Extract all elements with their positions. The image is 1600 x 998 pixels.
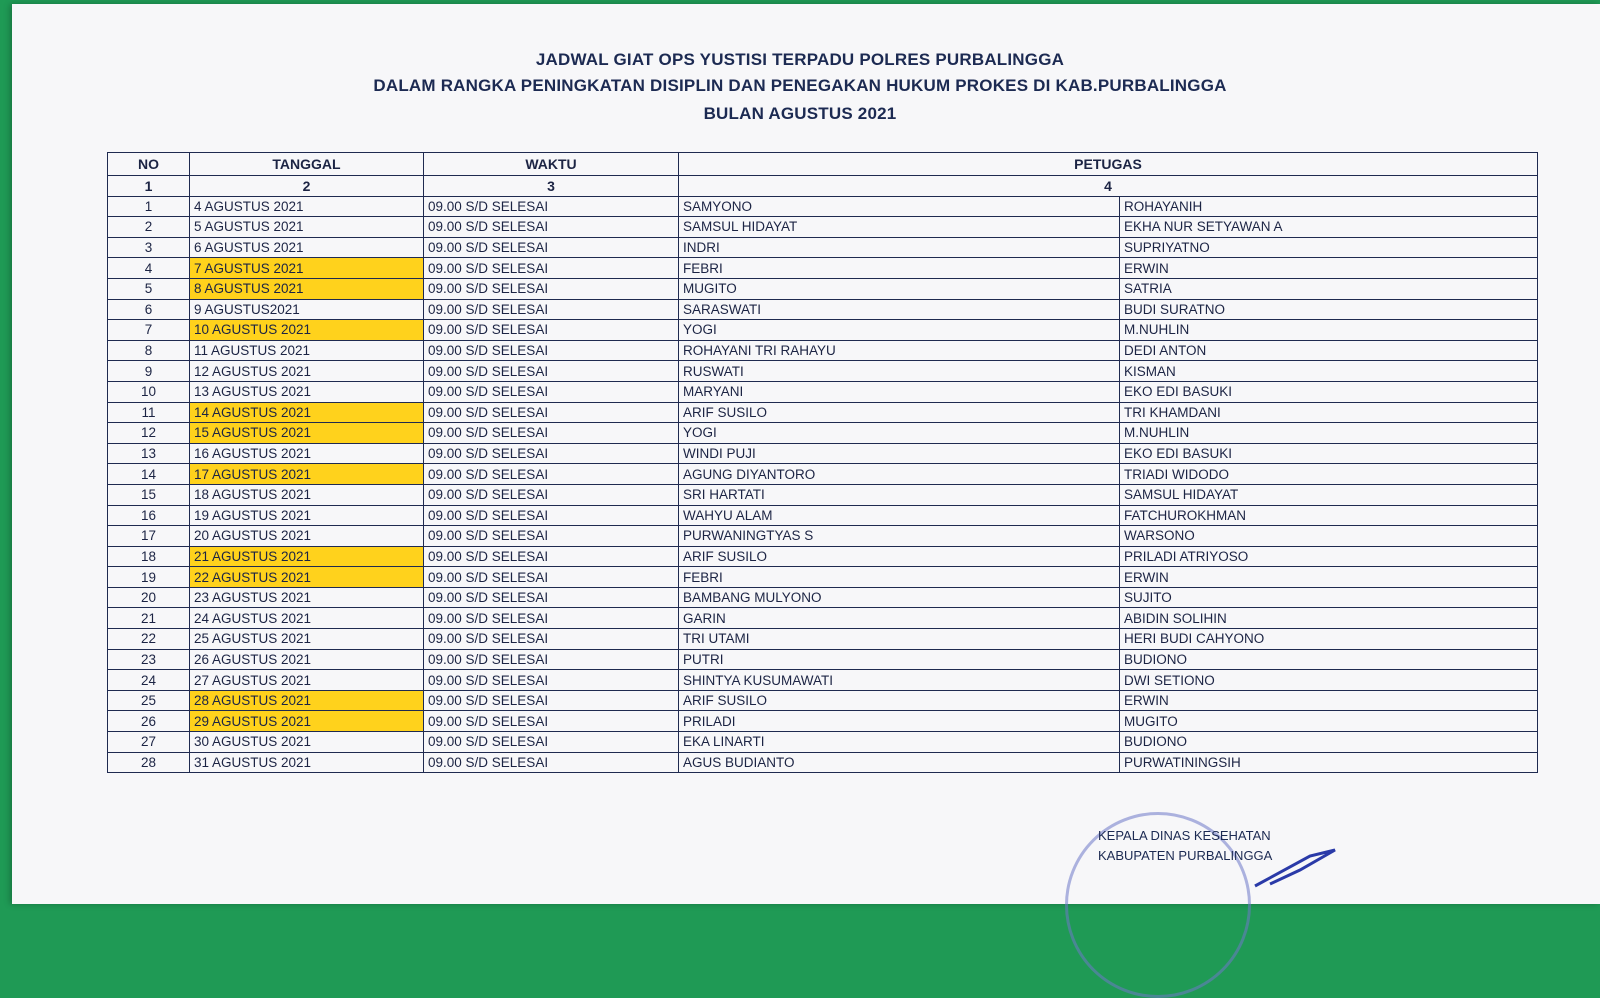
row-date: 24 AGUSTUS 2021 (190, 608, 424, 629)
row-officer-1: FEBRI (679, 567, 1120, 588)
table-row (108, 361, 1538, 382)
row-officer-1: YOGI (679, 320, 1120, 341)
row-date: 10 AGUSTUS 2021 (190, 320, 424, 341)
row-officer-2: EKHA NUR SETYAWAN A (1120, 217, 1538, 238)
row-time: 09.00 S/D SELESAI (424, 546, 679, 567)
column-number-1: 1 (108, 176, 190, 197)
row-time: 09.00 S/D SELESAI (424, 484, 679, 505)
row-date: 16 AGUSTUS 2021 (190, 443, 424, 464)
row-number: 22 (108, 629, 190, 650)
table-row (108, 320, 1538, 341)
row-number: 15 (108, 484, 190, 505)
table-row (108, 443, 1538, 464)
row-number: 7 (108, 320, 190, 341)
table-row (108, 381, 1538, 402)
column-header-tanggal: TANGGAL (190, 153, 424, 176)
row-number: 19 (108, 567, 190, 588)
row-number: 12 (108, 423, 190, 444)
row-number: 25 (108, 690, 190, 711)
column-header-petugas: PETUGAS (679, 153, 1538, 176)
row-number: 24 (108, 670, 190, 691)
row-number: 16 (108, 505, 190, 526)
table-header-row (108, 153, 1538, 176)
row-time: 09.00 S/D SELESAI (424, 649, 679, 670)
row-officer-2: ABIDIN SOLIHIN (1120, 608, 1538, 629)
row-time: 09.00 S/D SELESAI (424, 752, 679, 773)
row-time: 09.00 S/D SELESAI (424, 258, 679, 279)
row-number: 14 (108, 464, 190, 485)
row-number: 17 (108, 526, 190, 547)
row-number: 2 (108, 217, 190, 238)
table-row (108, 690, 1538, 711)
document-period: BULAN AGUSTUS 2021 (703, 104, 897, 123)
table-row (108, 464, 1538, 485)
table-row (108, 732, 1538, 753)
table-row (108, 629, 1538, 650)
column-header-no: NO (108, 153, 190, 176)
row-officer-2: SATRIA (1120, 278, 1538, 299)
row-time: 09.00 S/D SELESAI (424, 320, 679, 341)
schedule-table (107, 152, 1538, 773)
signatory-office: KABUPATEN PURBALINGGA (1098, 848, 1273, 863)
row-officer-1: AGUS BUDIANTO (679, 752, 1120, 773)
row-officer-2: M.NUHLIN (1120, 320, 1538, 341)
row-officer-1: WINDI PUJI (679, 443, 1120, 464)
signatory-title: KEPALA DINAS KESEHATAN (1098, 828, 1271, 843)
table-row (108, 546, 1538, 567)
row-number: 3 (108, 237, 190, 258)
table-row (108, 237, 1538, 258)
row-officer-1: SARASWATI (679, 299, 1120, 320)
row-date: 5 AGUSTUS 2021 (190, 217, 424, 238)
row-number: 1 (108, 196, 190, 217)
row-number: 13 (108, 443, 190, 464)
row-officer-1: FEBRI (679, 258, 1120, 279)
row-officer-1: TRI UTAMI (679, 629, 1120, 650)
row-time: 09.00 S/D SELESAI (424, 690, 679, 711)
row-time: 09.00 S/D SELESAI (424, 381, 679, 402)
row-number: 21 (108, 608, 190, 629)
row-date: 7 AGUSTUS 2021 (190, 258, 424, 279)
table-row (108, 217, 1538, 238)
row-date: 31 AGUSTUS 2021 (190, 752, 424, 773)
table-row (108, 649, 1538, 670)
row-officer-2: WARSONO (1120, 526, 1538, 547)
table-row (108, 587, 1538, 608)
row-time: 09.00 S/D SELESAI (424, 443, 679, 464)
row-officer-2: DWI SETIONO (1120, 670, 1538, 691)
table-row (108, 711, 1538, 732)
row-officer-2: SAMSUL HIDAYAT (1120, 484, 1538, 505)
row-number: 26 (108, 711, 190, 732)
document-title: JADWAL GIAT OPS YUSTISI TERPADU POLRES PURBALINGGA (535, 50, 1065, 69)
row-officer-1: MUGITO (679, 278, 1120, 299)
row-officer-2: SUPRIYATNO (1120, 237, 1538, 258)
row-officer-1: ARIF SUSILO (679, 402, 1120, 423)
document-subtitle: DALAM RANGKA PENINGKATAN DISIPLIN DAN PENEGAKAN HUKUM PROKES DI KAB.PURBALINGGA (373, 76, 1227, 95)
row-officer-2: KISMAN (1120, 361, 1538, 382)
row-officer-2: EKO EDI BASUKI (1120, 443, 1538, 464)
row-officer-1: ROHAYANI TRI RAHAYU (679, 340, 1120, 361)
row-officer-1: RUSWATI (679, 361, 1120, 382)
row-officer-2: TRIADI WIDODO (1120, 464, 1538, 485)
table-row (108, 278, 1538, 299)
row-officer-2: M.NUHLIN (1120, 423, 1538, 444)
row-time: 09.00 S/D SELESAI (424, 670, 679, 691)
table-row (108, 340, 1538, 361)
row-number: 10 (108, 381, 190, 402)
row-date: 13 AGUSTUS 2021 (190, 381, 424, 402)
row-date: 29 AGUSTUS 2021 (190, 711, 424, 732)
row-time: 09.00 S/D SELESAI (424, 196, 679, 217)
row-time: 09.00 S/D SELESAI (424, 526, 679, 547)
row-date: 11 AGUSTUS 2021 (190, 340, 424, 361)
table-row (108, 196, 1538, 217)
row-officer-1: BAMBANG MULYONO (679, 587, 1120, 608)
row-date: 25 AGUSTUS 2021 (190, 629, 424, 650)
row-officer-2: ERWIN (1120, 567, 1538, 588)
row-time: 09.00 S/D SELESAI (424, 217, 679, 238)
table-row (108, 402, 1538, 423)
table-row (108, 299, 1538, 320)
row-officer-1: SAMYONO (679, 196, 1120, 217)
row-officer-2: BUDIONO (1120, 732, 1538, 753)
row-number: 11 (108, 402, 190, 423)
row-officer-1: SAMSUL HIDAYAT (679, 217, 1120, 238)
table-row (108, 670, 1538, 691)
row-time: 09.00 S/D SELESAI (424, 361, 679, 382)
row-time: 09.00 S/D SELESAI (424, 732, 679, 753)
row-date: 27 AGUSTUS 2021 (190, 670, 424, 691)
row-officer-1: PURWANINGTYAS S (679, 526, 1120, 547)
table-row (108, 423, 1538, 444)
row-date: 22 AGUSTUS 2021 (190, 567, 424, 588)
table-row (108, 608, 1538, 629)
row-date: 8 AGUSTUS 2021 (190, 278, 424, 299)
row-date: 12 AGUSTUS 2021 (190, 361, 424, 382)
table-row (108, 484, 1538, 505)
row-time: 09.00 S/D SELESAI (424, 423, 679, 444)
column-number-4: 4 (679, 176, 1538, 197)
row-officer-2: MUGITO (1120, 711, 1538, 732)
row-time: 09.00 S/D SELESAI (424, 505, 679, 526)
row-date: 6 AGUSTUS 2021 (190, 237, 424, 258)
row-officer-2: SUJITO (1120, 587, 1538, 608)
row-date: 20 AGUSTUS 2021 (190, 526, 424, 547)
row-date: 23 AGUSTUS 2021 (190, 587, 424, 608)
row-date: 17 AGUSTUS 2021 (190, 464, 424, 485)
row-date: 28 AGUSTUS 2021 (190, 690, 424, 711)
column-header-waktu: WAKTU (424, 153, 679, 176)
row-time: 09.00 S/D SELESAI (424, 567, 679, 588)
table-row (108, 567, 1538, 588)
row-officer-2: FATCHUROKHMAN (1120, 505, 1538, 526)
row-officer-1: ARIF SUSILO (679, 690, 1120, 711)
row-number: 8 (108, 340, 190, 361)
row-officer-2: HERI BUDI CAHYONO (1120, 629, 1538, 650)
row-officer-1: INDRI (679, 237, 1120, 258)
row-officer-1: YOGI (679, 423, 1120, 444)
row-number: 6 (108, 299, 190, 320)
row-officer-1: SRI HARTATI (679, 484, 1120, 505)
column-number-3: 3 (424, 176, 679, 197)
row-number: 28 (108, 752, 190, 773)
row-date: 18 AGUSTUS 2021 (190, 484, 424, 505)
row-time: 09.00 S/D SELESAI (424, 237, 679, 258)
table-row (108, 752, 1538, 773)
row-officer-2: BUDIONO (1120, 649, 1538, 670)
row-officer-2: EKO EDI BASUKI (1120, 381, 1538, 402)
table-row (108, 505, 1538, 526)
row-date: 4 AGUSTUS 2021 (190, 196, 424, 217)
row-time: 09.00 S/D SELESAI (424, 464, 679, 485)
row-officer-1: PRILADI (679, 711, 1120, 732)
row-officer-1: SHINTYA KUSUMAWATI (679, 670, 1120, 691)
table-body (108, 196, 1538, 773)
column-number-2: 2 (190, 176, 424, 197)
row-officer-1: PUTRI (679, 649, 1120, 670)
row-number: 5 (108, 278, 190, 299)
row-officer-1: EKA LINARTI (679, 732, 1120, 753)
row-time: 09.00 S/D SELESAI (424, 629, 679, 650)
row-number: 4 (108, 258, 190, 279)
row-date: 26 AGUSTUS 2021 (190, 649, 424, 670)
row-officer-1: GARIN (679, 608, 1120, 629)
signature-mark (1250, 848, 1340, 888)
row-officer-2: BUDI SURATNO (1120, 299, 1538, 320)
row-officer-2: TRI KHAMDANI (1120, 402, 1538, 423)
row-date: 9 AGUSTUS2021 (190, 299, 424, 320)
row-officer-2: ERWIN (1120, 258, 1538, 279)
row-officer-2: PRILADI ATRIYOSO (1120, 546, 1538, 567)
row-officer-1: ARIF SUSILO (679, 546, 1120, 567)
row-number: 9 (108, 361, 190, 382)
row-time: 09.00 S/D SELESAI (424, 299, 679, 320)
row-number: 18 (108, 546, 190, 567)
row-officer-2: DEDI ANTON (1120, 340, 1538, 361)
row-officer-1: AGUNG DIYANTORO (679, 464, 1120, 485)
table-row (108, 258, 1538, 279)
row-number: 23 (108, 649, 190, 670)
row-date: 19 AGUSTUS 2021 (190, 505, 424, 526)
row-officer-2: PURWATININGSIH (1120, 752, 1538, 773)
row-officer-1: MARYANI (679, 381, 1120, 402)
row-time: 09.00 S/D SELESAI (424, 402, 679, 423)
row-officer-1: WAHYU ALAM (679, 505, 1120, 526)
row-date: 14 AGUSTUS 2021 (190, 402, 424, 423)
row-time: 09.00 S/D SELESAI (424, 608, 679, 629)
row-time: 09.00 S/D SELESAI (424, 587, 679, 608)
row-officer-2: ROHAYANIH (1120, 196, 1538, 217)
row-time: 09.00 S/D SELESAI (424, 278, 679, 299)
row-date: 30 AGUSTUS 2021 (190, 732, 424, 753)
table-column-number-row (108, 176, 1538, 197)
row-officer-2: ERWIN (1120, 690, 1538, 711)
row-number: 27 (108, 732, 190, 753)
row-time: 09.00 S/D SELESAI (424, 711, 679, 732)
table-row (108, 526, 1538, 547)
row-date: 21 AGUSTUS 2021 (190, 546, 424, 567)
row-number: 20 (108, 587, 190, 608)
row-date: 15 AGUSTUS 2021 (190, 423, 424, 444)
row-time: 09.00 S/D SELESAI (424, 340, 679, 361)
